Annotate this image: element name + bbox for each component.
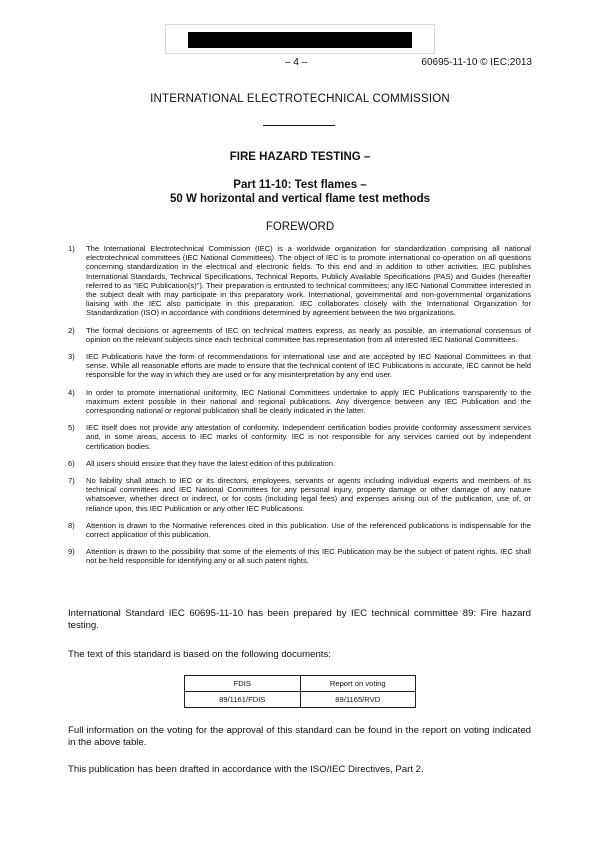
list-item [68,352,531,380]
title-divider [263,125,335,126]
list-item [68,476,531,513]
title-line-1: FIRE HAZARD TESTING – [229,151,371,163]
item-text: IEC itself does not provide any attestation of conformity. Independent certification bodies provide conformity assessment services and, in some areas, access to IEC marks of conformity. IEC is not responsible for any services carried out by independent certification bodies. [86,423,531,451]
item-number: 2) [68,325,75,335]
item-number: 1) [68,244,75,253]
item-number: 3) [68,352,75,362]
redaction-bar [188,32,412,48]
table-header-cell: Report on voting [300,676,416,692]
directives-paragraph: This publication has been drafted in accordance with the ISO/IEC Directives, Part 2. [68,764,424,775]
organization-name: INTERNATIONAL ELECTROTECHNICAL COMMISSION [150,93,450,105]
title-line-3: 50 W horizontal and vertical flame test methods [169,193,431,205]
table-cell: 89/1165/RVD [300,692,416,708]
table-cell: 89/1161/FDIS [185,692,301,708]
item-number: 5) [68,423,75,433]
list-item [68,244,531,318]
voting-info-paragraph: Full information on the voting for the approval of this standard can be found in the report on voting indicated in the above table. [68,725,531,749]
table-header-cell: FDIS [185,676,301,692]
item-text: No liability shall attach to IEC or its directors, employees, servants or agents including individual experts and members of its technical committees and IEC National Committees for any personal injury, property damage or other damage of any nature whatsoever, whether direct or indirect, or for costs (including legal fees) and expenses arising out of the publication, use of, or reliance upon, this IEC Publication or any other IEC Publications. [86,476,531,513]
list-item [68,459,531,468]
item-number: 4) [68,387,75,397]
list-item [68,521,531,539]
item-text: Attention is drawn to the possibility that some of the elements of this IEC Publication may be the subject of patent rights. IEC shall not be held responsible for identifying any or all such patent rights. [86,547,531,566]
item-text: IEC Publications have the form of recommendations for international use and are accepted by IEC National Committees in that sense. While all reasonable efforts are made to ensure that the technical content of IEC Publications is accurate, IEC cannot be held responsible for the way in which they are used or for any misinterpretation by any end user. [86,352,531,380]
list-item [68,547,531,565]
item-text: The International Electrotechnical Commission (IEC) is a worldwide organization for standardization comprising all national electrotechnical committees (IEC National Committees). The object of IEC is to promote international co-operation on all questions concerning standardization in the electrical and electronic fields. To this end and in addition to other activities, IEC publishes International Standards, Technical Specifications, Technical Reports, Publicly Available Specifications (PAS) and Guides (hereafter referred to as “IEC Publication(s)”). Their preparation is entrusted to technical committees; any IEC National Committee interested in the subject dealt with may participate in this preparatory work. International, governmental and non-governmental organizations liaising with the IEC also participate in this preparation. IEC collaborates closely with the International Organization for Standardization (ISO) in accordance with conditions determined by agreement between the two organizations. [86,244,531,318]
item-number: 9) [68,547,75,557]
list-item [68,326,531,344]
based-on-paragraph: The text of this standard is based on the following documents: [68,649,331,660]
item-number: 8) [68,520,75,530]
item-text: The formal decisions or agreements of IEC on technical matters express, as nearly as possible, an international consensus of opinion on the relevant subjects since each technical committee has representation from all interested IEC National Committees. [86,325,531,344]
voting-documents-table [184,675,416,708]
table-row [185,692,416,708]
document-reference: 60695-11-10 © IEC:2013 [421,57,532,68]
list-item [68,388,531,416]
prepared-by-paragraph: International Standard IEC 60695-11-10 has been prepared by IEC technical committee 89: Fire hazard testing. [68,608,531,632]
table-header-row [185,676,416,692]
page-number: – 4 – [285,57,308,68]
item-number: 6) [68,458,75,468]
item-text: Attention is drawn to the Normative references cited in this publication. Use of the referenced publications is indispensable for the correct application of this publication. [86,520,531,540]
item-text: In order to promote international uniformity, IEC National Committees undertake to apply IEC Publications transparently to the maximum extent possible in their national and regional publications. Any divergence between any IEC Publication and the corresponding national or regional publication shall be clearly indicated in the latter. [86,387,531,416]
foreword-heading: FOREWORD [265,221,335,233]
list-item [68,423,531,451]
title-line-2: Part 11-10: Test flames – [233,179,367,191]
item-number: 7) [68,476,75,486]
foreword-list [68,244,531,574]
item-text: All users should ensure that they have the latest edition of this publication. [86,458,336,468]
